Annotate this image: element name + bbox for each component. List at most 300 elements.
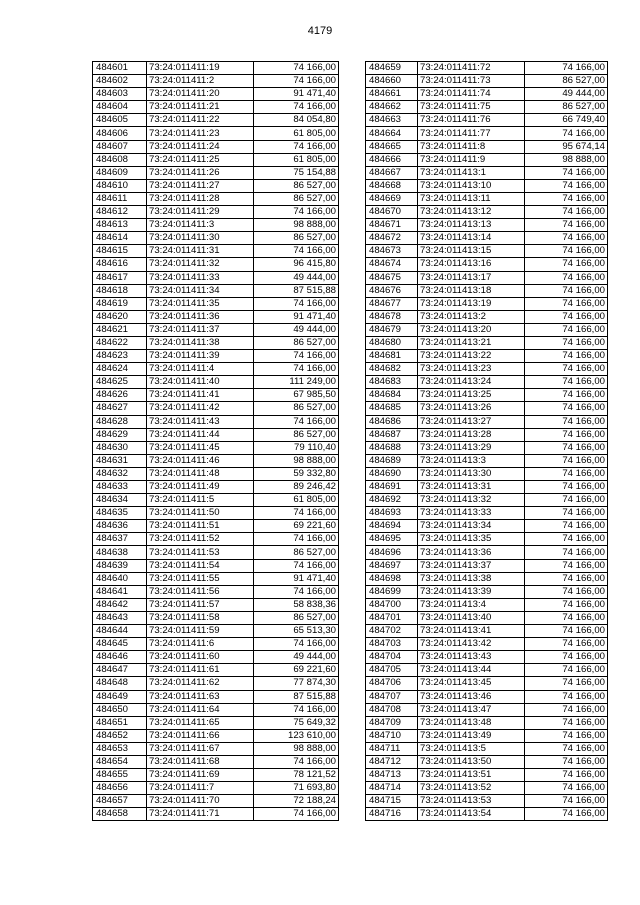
- table-row: [93, 140, 339, 153]
- row-number-cell: 484635: [93, 507, 147, 520]
- value-cell: 74 166,00: [254, 559, 339, 572]
- table-row: [93, 192, 339, 205]
- row-number-cell: 484712: [366, 755, 418, 768]
- cadastral-number-cell: 73:24:011411:43: [147, 415, 254, 428]
- table-row: [366, 219, 608, 232]
- table-row: [93, 546, 339, 559]
- value-cell: 98 888,00: [254, 219, 339, 232]
- value-cell: 74 166,00: [525, 336, 608, 349]
- row-number-cell: 484608: [93, 153, 147, 166]
- cadastral-number-cell: 73:24:011411:7: [147, 782, 254, 795]
- cadastral-number-cell: 73:24:011411:22: [147, 114, 254, 127]
- value-cell: 74 166,00: [525, 297, 608, 310]
- row-number-cell: 484673: [366, 245, 418, 258]
- cadastral-number-cell: 73:24:011411:5: [147, 494, 254, 507]
- value-cell: 74 166,00: [254, 75, 339, 88]
- cadastral-number-cell: 73:24:011411:27: [147, 179, 254, 192]
- cadastral-number-cell: 73:24:011413:40: [418, 611, 525, 624]
- row-number-cell: 484636: [93, 520, 147, 533]
- value-cell: 74 166,00: [525, 625, 608, 638]
- row-number-cell: 484607: [93, 140, 147, 153]
- cadastral-number-cell: 73:24:011411:37: [147, 323, 254, 336]
- table-row: [93, 795, 339, 808]
- table-row: [93, 598, 339, 611]
- value-cell: 74 166,00: [254, 62, 339, 75]
- row-number-cell: 484691: [366, 481, 418, 494]
- cadastral-number-cell: 73:24:011413:16: [418, 258, 525, 271]
- table-row: [366, 742, 608, 755]
- row-number-cell: 484715: [366, 795, 418, 808]
- row-number-cell: 484652: [93, 729, 147, 742]
- row-number-cell: 484694: [366, 520, 418, 533]
- table-row: [366, 284, 608, 297]
- cadastral-number-cell: 73:24:011411:76: [418, 114, 525, 127]
- row-number-cell: 484619: [93, 297, 147, 310]
- value-cell: 78 121,52: [254, 769, 339, 782]
- table-row: [366, 310, 608, 323]
- cadastral-number-cell: 73:24:011411:71: [147, 808, 254, 821]
- value-cell: 74 166,00: [525, 467, 608, 480]
- cadastral-number-cell: 73:24:011411:55: [147, 572, 254, 585]
- row-number-cell: 484670: [366, 206, 418, 219]
- row-number-cell: 484634: [93, 494, 147, 507]
- value-cell: 74 166,00: [525, 219, 608, 232]
- row-number-cell: 484629: [93, 428, 147, 441]
- value-cell: 86 527,00: [254, 192, 339, 205]
- table-row: [366, 625, 608, 638]
- cadastral-number-cell: 73:24:011413:24: [418, 376, 525, 389]
- row-number-cell: 484702: [366, 625, 418, 638]
- value-cell: 58 838,36: [254, 598, 339, 611]
- row-number-cell: 484709: [366, 716, 418, 729]
- row-number-cell: 484649: [93, 690, 147, 703]
- value-cell: 74 166,00: [254, 140, 339, 153]
- value-cell: 74 166,00: [525, 677, 608, 690]
- value-cell: 74 166,00: [525, 428, 608, 441]
- value-cell: 74 166,00: [525, 690, 608, 703]
- value-cell: 74 166,00: [525, 585, 608, 598]
- value-cell: 74 166,00: [525, 533, 608, 546]
- row-number-cell: 484641: [93, 585, 147, 598]
- value-cell: 74 166,00: [254, 638, 339, 651]
- cadastral-number-cell: 73:24:011413:30: [418, 467, 525, 480]
- row-number-cell: 484701: [366, 611, 418, 624]
- row-number-cell: 484614: [93, 232, 147, 245]
- table-row: [366, 598, 608, 611]
- row-number-cell: 484697: [366, 559, 418, 572]
- value-cell: 74 166,00: [525, 546, 608, 559]
- row-number-cell: 484642: [93, 598, 147, 611]
- cadastral-number-cell: 73:24:011413:20: [418, 323, 525, 336]
- row-number-cell: 484640: [93, 572, 147, 585]
- cadastral-number-cell: 73:24:011413:25: [418, 389, 525, 402]
- row-number-cell: 484651: [93, 716, 147, 729]
- cadastral-number-cell: 73:24:011413:47: [418, 703, 525, 716]
- row-number-cell: 484696: [366, 546, 418, 559]
- table-row: [93, 232, 339, 245]
- table-row: [366, 297, 608, 310]
- cadastral-number-cell: 73:24:011413:48: [418, 716, 525, 729]
- table-row: [93, 454, 339, 467]
- row-number-cell: 484645: [93, 638, 147, 651]
- value-cell: 74 166,00: [525, 716, 608, 729]
- value-cell: 74 166,00: [525, 323, 608, 336]
- cadastral-number-cell: 73:24:011413:52: [418, 782, 525, 795]
- value-cell: 74 166,00: [254, 507, 339, 520]
- cadastral-number-cell: 73:24:011413:13: [418, 219, 525, 232]
- table-row: [366, 729, 608, 742]
- table-row: [366, 467, 608, 480]
- cadastral-number-cell: 73:24:011413:18: [418, 284, 525, 297]
- table-row: [93, 376, 339, 389]
- row-number-cell: 484690: [366, 467, 418, 480]
- cadastral-number-cell: 73:24:011413:27: [418, 415, 525, 428]
- cadastral-number-cell: 73:24:011411:36: [147, 310, 254, 323]
- row-number-cell: 484680: [366, 336, 418, 349]
- cadastral-number-cell: 73:24:011413:38: [418, 572, 525, 585]
- value-cell: 74 166,00: [525, 389, 608, 402]
- value-cell: 74 166,00: [525, 310, 608, 323]
- row-number-cell: 484672: [366, 232, 418, 245]
- table-row: [366, 494, 608, 507]
- table-row: [366, 127, 608, 140]
- cadastral-number-cell: 73:24:011411:26: [147, 166, 254, 179]
- cadastral-number-cell: 73:24:011411:77: [418, 127, 525, 140]
- row-number-cell: 484675: [366, 271, 418, 284]
- row-number-cell: 484643: [93, 611, 147, 624]
- table-row: [366, 651, 608, 664]
- cadastral-number-cell: 73:24:011411:74: [418, 88, 525, 101]
- table-row: [366, 101, 608, 114]
- cadastral-number-cell: 73:24:011411:31: [147, 245, 254, 258]
- value-cell: 74 166,00: [525, 559, 608, 572]
- row-number-cell: 484707: [366, 690, 418, 703]
- value-cell: 74 166,00: [525, 127, 608, 140]
- table-row: [366, 415, 608, 428]
- cadastral-number-cell: 73:24:011413:32: [418, 494, 525, 507]
- table-row: [366, 75, 608, 88]
- cadastral-number-cell: 73:24:011413:53: [418, 795, 525, 808]
- value-cell: 49 444,00: [525, 88, 608, 101]
- value-cell: 74 166,00: [525, 808, 608, 821]
- table-row: [93, 611, 339, 624]
- cadastral-number-cell: 73:24:011413:33: [418, 507, 525, 520]
- value-cell: 74 166,00: [525, 415, 608, 428]
- table-row: [93, 114, 339, 127]
- row-number-cell: 484674: [366, 258, 418, 271]
- cadastral-number-cell: 73:24:011411:59: [147, 625, 254, 638]
- table-row: [93, 245, 339, 258]
- cadastral-number-cell: 73:24:011411:63: [147, 690, 254, 703]
- value-cell: 74 166,00: [525, 441, 608, 454]
- value-cell: 75 649,32: [254, 716, 339, 729]
- value-cell: 49 444,00: [254, 271, 339, 284]
- value-cell: 74 166,00: [525, 402, 608, 415]
- table-row: [366, 140, 608, 153]
- table-row: [93, 559, 339, 572]
- value-cell: 95 674,14: [525, 140, 608, 153]
- value-cell: 86 527,00: [254, 402, 339, 415]
- cadastral-number-cell: 73:24:011411:8: [418, 140, 525, 153]
- cadastral-number-cell: 73:24:011411:50: [147, 507, 254, 520]
- table-row: [366, 808, 608, 821]
- table-row: [93, 638, 339, 651]
- table-row: [366, 350, 608, 363]
- value-cell: 96 415,80: [254, 258, 339, 271]
- value-cell: 74 166,00: [525, 507, 608, 520]
- table-row: [93, 742, 339, 755]
- table-row: [93, 533, 339, 546]
- row-number-cell: 484667: [366, 166, 418, 179]
- value-cell: 49 444,00: [254, 651, 339, 664]
- cadastral-number-cell: 73:24:011411:45: [147, 441, 254, 454]
- table-row: [93, 690, 339, 703]
- row-number-cell: 484679: [366, 323, 418, 336]
- row-number-cell: 484676: [366, 284, 418, 297]
- value-cell: 86 527,00: [254, 611, 339, 624]
- cadastral-number-cell: 73:24:011411:6: [147, 638, 254, 651]
- cadastral-number-cell: 73:24:011411:65: [147, 716, 254, 729]
- cadastral-number-cell: 73:24:011413:41: [418, 625, 525, 638]
- cadastral-number-cell: 73:24:011411:67: [147, 742, 254, 755]
- cadastral-number-cell: 73:24:011413:31: [418, 481, 525, 494]
- row-number-cell: 484665: [366, 140, 418, 153]
- row-number-cell: 484684: [366, 389, 418, 402]
- table-row: [93, 769, 339, 782]
- cadastral-number-cell: 73:24:011413:51: [418, 769, 525, 782]
- table-row: [93, 755, 339, 768]
- value-cell: 111 249,00: [254, 376, 339, 389]
- page-number: 4179: [307, 25, 333, 37]
- value-cell: 74 166,00: [525, 795, 608, 808]
- table-row: [93, 651, 339, 664]
- cadastral-number-cell: 73:24:011413:39: [418, 585, 525, 598]
- cadastral-number-cell: 73:24:011411:66: [147, 729, 254, 742]
- value-cell: 75 154,88: [254, 166, 339, 179]
- value-cell: 74 166,00: [525, 598, 608, 611]
- value-cell: 74 166,00: [254, 703, 339, 716]
- cadastral-number-cell: 73:24:011413:54: [418, 808, 525, 821]
- row-number-cell: 484610: [93, 179, 147, 192]
- value-cell: 74 166,00: [525, 494, 608, 507]
- cadastral-number-cell: 73:24:011413:5: [418, 742, 525, 755]
- cadastral-number-cell: 73:24:011413:45: [418, 677, 525, 690]
- cadastral-number-cell: 73:24:011411:9: [418, 153, 525, 166]
- table-row: [93, 323, 339, 336]
- row-number-cell: 484624: [93, 363, 147, 376]
- value-cell: 69 221,60: [254, 664, 339, 677]
- cadastral-number-cell: 73:24:011411:57: [147, 598, 254, 611]
- table-row: [93, 284, 339, 297]
- cadastral-number-cell: 73:24:011411:54: [147, 559, 254, 572]
- cadastral-number-cell: 73:24:011413:46: [418, 690, 525, 703]
- row-number-cell: 484664: [366, 127, 418, 140]
- value-cell: 98 888,00: [525, 153, 608, 166]
- row-number-cell: 484693: [366, 507, 418, 520]
- row-number-cell: 484686: [366, 415, 418, 428]
- table-row: [93, 258, 339, 271]
- value-cell: 61 805,00: [254, 127, 339, 140]
- table-row: [366, 363, 608, 376]
- value-cell: 74 166,00: [254, 245, 339, 258]
- value-cell: 74 166,00: [525, 769, 608, 782]
- cadastral-number-cell: 73:24:011411:30: [147, 232, 254, 245]
- value-cell: 74 166,00: [525, 232, 608, 245]
- row-number-cell: 484698: [366, 572, 418, 585]
- row-number-cell: 484611: [93, 192, 147, 205]
- table-row: [366, 376, 608, 389]
- value-cell: 59 332,80: [254, 467, 339, 480]
- cadastral-number-cell: 73:24:011413:1: [418, 166, 525, 179]
- value-cell: 74 166,00: [525, 520, 608, 533]
- cadastral-number-cell: 73:24:011411:73: [418, 75, 525, 88]
- value-cell: 74 166,00: [525, 206, 608, 219]
- value-cell: 74 166,00: [525, 166, 608, 179]
- table-row: [93, 389, 339, 402]
- cadastral-number-cell: 73:24:011411:35: [147, 297, 254, 310]
- row-number-cell: 484639: [93, 559, 147, 572]
- table-row: [93, 481, 339, 494]
- table-row: [366, 192, 608, 205]
- value-cell: 86 527,00: [525, 75, 608, 88]
- row-number-cell: 484689: [366, 454, 418, 467]
- row-number-cell: 484678: [366, 310, 418, 323]
- cadastral-number-cell: 73:24:011411:21: [147, 101, 254, 114]
- row-number-cell: 484618: [93, 284, 147, 297]
- cadastral-number-cell: 73:24:011411:24: [147, 140, 254, 153]
- cadastral-number-cell: 73:24:011413:2: [418, 310, 525, 323]
- table-row: [366, 716, 608, 729]
- cadastral-number-cell: 73:24:011413:23: [418, 363, 525, 376]
- cadastral-number-cell: 73:24:011411:48: [147, 467, 254, 480]
- row-number-cell: 484609: [93, 166, 147, 179]
- table-row: [366, 402, 608, 415]
- value-cell: 74 166,00: [254, 297, 339, 310]
- row-number-cell: 484615: [93, 245, 147, 258]
- value-cell: 74 166,00: [254, 350, 339, 363]
- value-cell: 74 166,00: [254, 808, 339, 821]
- row-number-cell: 484622: [93, 336, 147, 349]
- table-row: [366, 520, 608, 533]
- value-cell: 98 888,00: [254, 454, 339, 467]
- cadastral-number-cell: 73:24:011413:29: [418, 441, 525, 454]
- row-number-cell: 484623: [93, 350, 147, 363]
- row-number-cell: 484714: [366, 782, 418, 795]
- table-row: [366, 677, 608, 690]
- row-number-cell: 484644: [93, 625, 147, 638]
- value-cell: 77 874,30: [254, 677, 339, 690]
- row-number-cell: 484617: [93, 271, 147, 284]
- cadastral-number-cell: 73:24:011413:12: [418, 206, 525, 219]
- cadastral-number-cell: 73:24:011411:3: [147, 219, 254, 232]
- value-cell: 74 166,00: [525, 572, 608, 585]
- value-cell: 86 527,00: [254, 179, 339, 192]
- cadastral-number-cell: 73:24:011413:50: [418, 755, 525, 768]
- table-row: [93, 585, 339, 598]
- table-row: [93, 402, 339, 415]
- row-number-cell: 484662: [366, 101, 418, 114]
- value-cell: 74 166,00: [525, 62, 608, 75]
- value-cell: 61 805,00: [254, 494, 339, 507]
- value-cell: 74 166,00: [525, 742, 608, 755]
- row-number-cell: 484621: [93, 323, 147, 336]
- cadastral-number-cell: 73:24:011413:21: [418, 336, 525, 349]
- row-number-cell: 484637: [93, 533, 147, 546]
- value-cell: 86 527,00: [254, 428, 339, 441]
- row-number-cell: 484716: [366, 808, 418, 821]
- table-row: [366, 795, 608, 808]
- cadastral-number-cell: 73:24:011411:58: [147, 611, 254, 624]
- value-cell: 87 515,88: [254, 284, 339, 297]
- cadastral-number-cell: 73:24:011411:34: [147, 284, 254, 297]
- value-cell: 74 166,00: [525, 271, 608, 284]
- value-cell: 84 054,80: [254, 114, 339, 127]
- table-row: [366, 153, 608, 166]
- table-row: [93, 572, 339, 585]
- row-number-cell: 484646: [93, 651, 147, 664]
- table-row: [366, 271, 608, 284]
- value-cell: 86 527,00: [254, 546, 339, 559]
- value-cell: 74 166,00: [525, 284, 608, 297]
- value-cell: 65 513,30: [254, 625, 339, 638]
- row-number-cell: 484669: [366, 192, 418, 205]
- row-number-cell: 484711: [366, 742, 418, 755]
- row-number-cell: 484656: [93, 782, 147, 795]
- table-row: [93, 441, 339, 454]
- value-cell: 74 166,00: [525, 664, 608, 677]
- row-number-cell: 484627: [93, 402, 147, 415]
- row-number-cell: 484657: [93, 795, 147, 808]
- row-number-cell: 484687: [366, 428, 418, 441]
- row-number-cell: 484631: [93, 454, 147, 467]
- cadastral-number-cell: 73:24:011411:56: [147, 585, 254, 598]
- value-cell: 74 166,00: [525, 638, 608, 651]
- row-number-cell: 484650: [93, 703, 147, 716]
- table-row: [366, 428, 608, 441]
- table-row: [366, 258, 608, 271]
- table-row: [93, 179, 339, 192]
- row-number-cell: 484630: [93, 441, 147, 454]
- row-number-cell: 484613: [93, 219, 147, 232]
- value-cell: 61 805,00: [254, 153, 339, 166]
- cadastral-number-cell: 73:24:011413:10: [418, 179, 525, 192]
- cadastral-number-cell: 73:24:011413:17: [418, 271, 525, 284]
- table-row: [93, 507, 339, 520]
- value-cell: 74 166,00: [525, 611, 608, 624]
- value-cell: 74 166,00: [525, 245, 608, 258]
- table-row: [93, 336, 339, 349]
- row-number-cell: 484638: [93, 546, 147, 559]
- value-cell: 74 166,00: [525, 651, 608, 664]
- row-number-cell: 484648: [93, 677, 147, 690]
- value-cell: 123 610,00: [254, 729, 339, 742]
- table-row: [366, 232, 608, 245]
- value-cell: 74 166,00: [254, 415, 339, 428]
- cadastral-number-cell: 73:24:011413:28: [418, 428, 525, 441]
- table-row: [366, 441, 608, 454]
- table-row: [366, 62, 608, 75]
- table-row: [366, 703, 608, 716]
- right-register-table: [365, 61, 608, 821]
- table-row: [366, 454, 608, 467]
- table-row: [93, 703, 339, 716]
- row-number-cell: 484677: [366, 297, 418, 310]
- value-cell: 74 166,00: [525, 350, 608, 363]
- row-number-cell: 484632: [93, 467, 147, 480]
- value-cell: 74 166,00: [254, 363, 339, 376]
- row-number-cell: 484606: [93, 127, 147, 140]
- row-number-cell: 484681: [366, 350, 418, 363]
